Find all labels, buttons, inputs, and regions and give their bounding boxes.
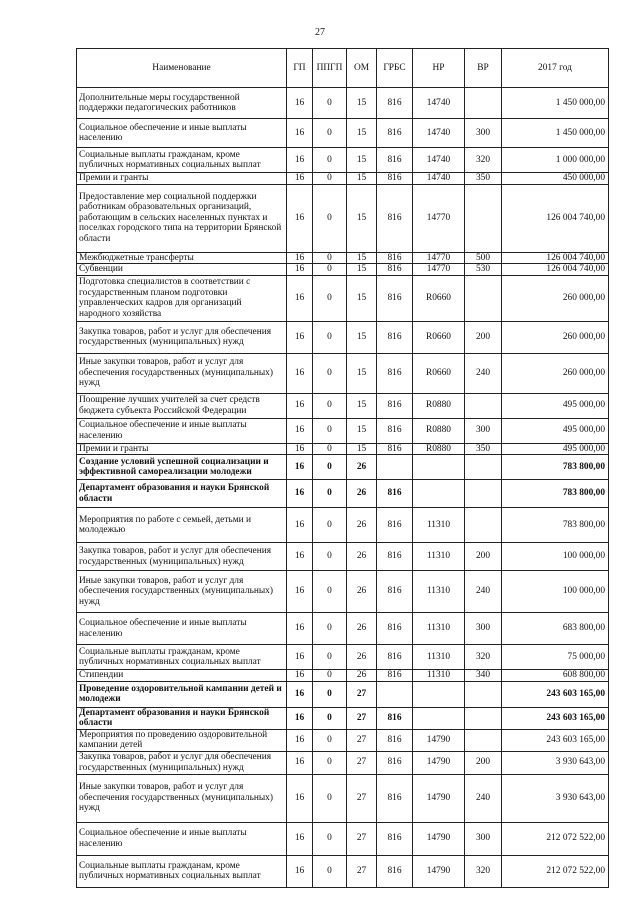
cell-ppgp: 0 xyxy=(313,264,347,276)
cell-name: Мероприятия по проведению оздоровительной кампании детей xyxy=(77,729,287,751)
cell-name: Субвенции xyxy=(77,264,287,276)
cell-om: 15 xyxy=(347,443,377,455)
table-row xyxy=(77,543,609,571)
cell-om: 26 xyxy=(347,455,377,480)
cell-ppgp: 0 xyxy=(313,88,347,119)
cell-om: 15 xyxy=(347,353,377,393)
cell-gp: 16 xyxy=(287,613,313,645)
cell-gp: 16 xyxy=(287,119,313,148)
cell-ppgp: 0 xyxy=(313,822,347,855)
cell-gp: 16 xyxy=(287,681,313,707)
cell-vr: 350 xyxy=(465,173,502,185)
cell-sum: 212 072 522,00 xyxy=(502,822,609,855)
cell-name: Дополнительные меры государственной поддержки педагогических работников xyxy=(77,88,287,119)
cell-gp: 16 xyxy=(287,418,313,443)
cell-gp: 16 xyxy=(287,707,313,729)
cell-nr: 11310 xyxy=(413,645,465,670)
cell-om: 26 xyxy=(347,670,377,682)
cell-om: 26 xyxy=(347,571,377,613)
cell-nr: R0880 xyxy=(413,418,465,443)
cell-name: Предоставление мер социальной поддержки работникам образовательных организаций, работающим в сельских населенных пунктах и поселках городского типа на территории Брянской области xyxy=(77,184,287,252)
cell-ppgp: 0 xyxy=(313,119,347,148)
cell-sum: 3 930 643,00 xyxy=(502,774,609,822)
cell-nr xyxy=(413,707,465,729)
cell-name: Иные закупки товаров, работ и услуг для обеспечения государственных (муниципальных) нужд xyxy=(77,774,287,822)
cell-vr: 320 xyxy=(465,148,502,173)
table-row xyxy=(77,455,609,480)
cell-nr xyxy=(413,455,465,480)
cell-grbs: 816 xyxy=(377,729,413,751)
cell-grbs: 816 xyxy=(377,670,413,682)
cell-grbs: 816 xyxy=(377,252,413,264)
cell-sum: 100 000,00 xyxy=(502,571,609,613)
cell-sum: 608 800,00 xyxy=(502,670,609,682)
cell-nr xyxy=(413,480,465,508)
table-row xyxy=(77,173,609,185)
table-header-row xyxy=(77,49,609,88)
cell-name: Социальные выплаты гражданам, кроме публичных нормативных социальных выплат xyxy=(77,148,287,173)
cell-ppgp: 0 xyxy=(313,480,347,508)
cell-sum: 783 800,00 xyxy=(502,480,609,508)
cell-sum: 75 000,00 xyxy=(502,645,609,670)
cell-sum: 450 000,00 xyxy=(502,173,609,185)
table-row xyxy=(77,264,609,276)
cell-name: Социальные выплаты гражданам, кроме публичных нормативных социальных выплат xyxy=(77,855,287,887)
cell-ppgp: 0 xyxy=(313,729,347,751)
cell-nr: 14790 xyxy=(413,729,465,751)
cell-om: 15 xyxy=(347,173,377,185)
cell-sum: 495 000,00 xyxy=(502,393,609,418)
table-row xyxy=(77,480,609,508)
cell-nr: 14770 xyxy=(413,252,465,264)
cell-vr: 240 xyxy=(465,571,502,613)
cell-grbs: 816 xyxy=(377,393,413,418)
cell-name: Социальное обеспечение и иные выплаты населению xyxy=(77,119,287,148)
cell-sum: 1 450 000,00 xyxy=(502,88,609,119)
cell-gp: 16 xyxy=(287,353,313,393)
cell-ppgp: 0 xyxy=(313,774,347,822)
header-name: Наименование xyxy=(77,49,287,88)
cell-vr: 350 xyxy=(465,443,502,455)
cell-gp: 16 xyxy=(287,148,313,173)
cell-om: 27 xyxy=(347,774,377,822)
cell-nr: 14740 xyxy=(413,119,465,148)
cell-name: Иные закупки товаров, работ и услуг для обеспечения государственных (муниципальных) нужд xyxy=(77,353,287,393)
cell-sum: 260 000,00 xyxy=(502,321,609,353)
cell-nr: R0660 xyxy=(413,321,465,353)
cell-name: Социальное обеспечение и иные выплаты населению xyxy=(77,613,287,645)
cell-name: Иные закупки товаров, работ и услуг для обеспечения государственных (муниципальных) нужд xyxy=(77,571,287,613)
cell-nr: 11310 xyxy=(413,613,465,645)
cell-ppgp: 0 xyxy=(313,543,347,571)
cell-grbs: 816 xyxy=(377,707,413,729)
cell-vr xyxy=(465,393,502,418)
cell-nr: 11310 xyxy=(413,670,465,682)
cell-gp: 16 xyxy=(287,264,313,276)
cell-grbs: 816 xyxy=(377,480,413,508)
cell-name: Социальное обеспечение и иные выплаты населению xyxy=(77,822,287,855)
cell-nr: 14740 xyxy=(413,173,465,185)
cell-vr xyxy=(465,729,502,751)
cell-grbs: 816 xyxy=(377,119,413,148)
cell-ppgp: 0 xyxy=(313,252,347,264)
cell-sum: 783 800,00 xyxy=(502,455,609,480)
cell-ppgp: 0 xyxy=(313,751,347,774)
cell-sum: 212 072 522,00 xyxy=(502,855,609,887)
cell-vr: 300 xyxy=(465,418,502,443)
cell-name: Социальные выплаты гражданам, кроме публичных нормативных социальных выплат xyxy=(77,645,287,670)
cell-sum: 260 000,00 xyxy=(502,275,609,321)
cell-ppgp: 0 xyxy=(313,418,347,443)
table-row xyxy=(77,613,609,645)
cell-name: Закупка товаров, работ и услуг для обеспечения государственных (муниципальных) нужд xyxy=(77,543,287,571)
cell-om: 27 xyxy=(347,681,377,707)
cell-vr xyxy=(465,480,502,508)
cell-grbs: 816 xyxy=(377,751,413,774)
cell-gp: 16 xyxy=(287,321,313,353)
table-row xyxy=(77,148,609,173)
cell-sum: 495 000,00 xyxy=(502,443,609,455)
cell-gp: 16 xyxy=(287,855,313,887)
cell-gp: 16 xyxy=(287,571,313,613)
cell-grbs: 816 xyxy=(377,543,413,571)
cell-name: Стипендии xyxy=(77,670,287,682)
cell-ppgp: 0 xyxy=(313,173,347,185)
cell-sum: 783 800,00 xyxy=(502,508,609,543)
cell-om: 27 xyxy=(347,751,377,774)
cell-grbs xyxy=(377,681,413,707)
cell-name: Подготовка специалистов в соответствии с государственным планом подготовки управленческих кадров для организаций народного хозяйства xyxy=(77,275,287,321)
cell-vr xyxy=(465,275,502,321)
cell-om: 15 xyxy=(347,418,377,443)
cell-sum: 243 603 165,00 xyxy=(502,707,609,729)
table-row xyxy=(77,321,609,353)
table-row xyxy=(77,184,609,252)
cell-ppgp: 0 xyxy=(313,455,347,480)
cell-gp: 16 xyxy=(287,751,313,774)
cell-name: Департамент образования и науки Брянской области xyxy=(77,480,287,508)
cell-om: 27 xyxy=(347,855,377,887)
cell-ppgp: 0 xyxy=(313,148,347,173)
cell-name: Закупка товаров, работ и услуг для обеспечения государственных (муниципальных) нужд xyxy=(77,751,287,774)
table-row xyxy=(77,353,609,393)
cell-ppgp: 0 xyxy=(313,670,347,682)
cell-grbs: 816 xyxy=(377,184,413,252)
cell-vr: 300 xyxy=(465,119,502,148)
cell-sum: 1 450 000,00 xyxy=(502,119,609,148)
cell-vr xyxy=(465,88,502,119)
table-row xyxy=(77,670,609,682)
cell-ppgp: 0 xyxy=(313,353,347,393)
cell-vr: 320 xyxy=(465,855,502,887)
table-row xyxy=(77,275,609,321)
header-ppgp: ППГП xyxy=(313,49,347,88)
cell-grbs: 816 xyxy=(377,822,413,855)
cell-vr: 200 xyxy=(465,751,502,774)
cell-ppgp: 0 xyxy=(313,321,347,353)
cell-nr: 11310 xyxy=(413,571,465,613)
cell-grbs: 816 xyxy=(377,613,413,645)
cell-gp: 16 xyxy=(287,543,313,571)
cell-om: 26 xyxy=(347,613,377,645)
cell-om: 15 xyxy=(347,321,377,353)
table-row xyxy=(77,393,609,418)
cell-om: 26 xyxy=(347,480,377,508)
cell-vr: 320 xyxy=(465,645,502,670)
cell-vr xyxy=(465,681,502,707)
cell-grbs: 816 xyxy=(377,774,413,822)
cell-nr: 14770 xyxy=(413,264,465,276)
cell-om: 15 xyxy=(347,275,377,321)
cell-vr: 200 xyxy=(465,321,502,353)
table-row xyxy=(77,252,609,264)
table-row xyxy=(77,855,609,887)
table-row xyxy=(77,88,609,119)
cell-grbs: 816 xyxy=(377,443,413,455)
cell-sum: 1 000 000,00 xyxy=(502,148,609,173)
cell-om: 15 xyxy=(347,252,377,264)
cell-om: 15 xyxy=(347,119,377,148)
table-row xyxy=(77,774,609,822)
cell-gp: 16 xyxy=(287,480,313,508)
cell-grbs: 816 xyxy=(377,508,413,543)
cell-om: 26 xyxy=(347,543,377,571)
cell-nr: 11310 xyxy=(413,508,465,543)
header-nr: НР xyxy=(413,49,465,88)
cell-vr: 300 xyxy=(465,613,502,645)
cell-name: Межбюджетные трансферты xyxy=(77,252,287,264)
cell-sum: 495 000,00 xyxy=(502,418,609,443)
cell-grbs: 816 xyxy=(377,264,413,276)
header-grbs: ГРБС xyxy=(377,49,413,88)
cell-nr: 14740 xyxy=(413,148,465,173)
cell-gp: 16 xyxy=(287,729,313,751)
cell-sum: 683 800,00 xyxy=(502,613,609,645)
cell-sum: 100 000,00 xyxy=(502,543,609,571)
cell-name: Премии и гранты xyxy=(77,173,287,185)
cell-ppgp: 0 xyxy=(313,275,347,321)
cell-vr: 340 xyxy=(465,670,502,682)
cell-grbs: 816 xyxy=(377,275,413,321)
cell-grbs: 816 xyxy=(377,418,413,443)
cell-ppgp: 0 xyxy=(313,393,347,418)
cell-sum: 243 603 165,00 xyxy=(502,729,609,751)
cell-om: 26 xyxy=(347,645,377,670)
header-year: 2017 год xyxy=(502,49,609,88)
cell-nr: 14790 xyxy=(413,855,465,887)
cell-name: Создание условий успешной социализации и эффективной самореализации молодежи xyxy=(77,455,287,480)
cell-ppgp: 0 xyxy=(313,707,347,729)
table-row xyxy=(77,119,609,148)
cell-om: 15 xyxy=(347,393,377,418)
cell-om: 27 xyxy=(347,729,377,751)
table-row xyxy=(77,443,609,455)
cell-vr: 300 xyxy=(465,822,502,855)
cell-sum: 126 004 740,00 xyxy=(502,264,609,276)
cell-name: Закупка товаров, работ и услуг для обеспечения государственных (муниципальных) нужд xyxy=(77,321,287,353)
cell-gp: 16 xyxy=(287,252,313,264)
cell-nr: 14790 xyxy=(413,751,465,774)
cell-grbs: 816 xyxy=(377,571,413,613)
cell-ppgp: 0 xyxy=(313,443,347,455)
cell-nr: 11310 xyxy=(413,543,465,571)
cell-gp: 16 xyxy=(287,670,313,682)
cell-om: 15 xyxy=(347,148,377,173)
table-row xyxy=(77,822,609,855)
table-row xyxy=(77,707,609,729)
cell-grbs: 816 xyxy=(377,855,413,887)
table-row xyxy=(77,571,609,613)
cell-om: 27 xyxy=(347,822,377,855)
cell-om: 26 xyxy=(347,508,377,543)
cell-nr: R0880 xyxy=(413,443,465,455)
cell-nr: R0660 xyxy=(413,275,465,321)
cell-nr: 14790 xyxy=(413,822,465,855)
table-row xyxy=(77,729,609,751)
cell-gp: 16 xyxy=(287,88,313,119)
cell-ppgp: 0 xyxy=(313,508,347,543)
cell-grbs: 816 xyxy=(377,321,413,353)
table-row xyxy=(77,645,609,670)
cell-name: Департамент образования и науки Брянской области xyxy=(77,707,287,729)
header-vr: ВР xyxy=(465,49,502,88)
cell-vr: 530 xyxy=(465,264,502,276)
cell-om: 27 xyxy=(347,707,377,729)
cell-gp: 16 xyxy=(287,455,313,480)
cell-name: Мероприятия по работе с семьей, детьми и молодежью xyxy=(77,508,287,543)
cell-nr: 14770 xyxy=(413,184,465,252)
cell-nr: R0660 xyxy=(413,353,465,393)
cell-grbs: 816 xyxy=(377,353,413,393)
cell-vr: 200 xyxy=(465,543,502,571)
cell-gp: 16 xyxy=(287,822,313,855)
table-row xyxy=(77,418,609,443)
table-row xyxy=(77,508,609,543)
cell-vr xyxy=(465,707,502,729)
cell-name: Проведение оздоровительной кампании детей и молодежи xyxy=(77,681,287,707)
cell-gp: 16 xyxy=(287,393,313,418)
cell-gp: 16 xyxy=(287,508,313,543)
cell-ppgp: 0 xyxy=(313,681,347,707)
table-row xyxy=(77,751,609,774)
table-row xyxy=(77,681,609,707)
cell-gp: 16 xyxy=(287,184,313,252)
cell-sum: 260 000,00 xyxy=(502,353,609,393)
cell-vr xyxy=(465,184,502,252)
cell-sum: 243 603 165,00 xyxy=(502,681,609,707)
cell-sum: 126 004 740,00 xyxy=(502,184,609,252)
cell-om: 15 xyxy=(347,88,377,119)
cell-ppgp: 0 xyxy=(313,571,347,613)
cell-ppgp: 0 xyxy=(313,645,347,670)
budget-table xyxy=(76,48,609,888)
cell-gp: 16 xyxy=(287,173,313,185)
cell-om: 15 xyxy=(347,184,377,252)
cell-sum: 3 930 643,00 xyxy=(502,751,609,774)
header-om: ОМ xyxy=(347,49,377,88)
cell-name: Поощрение лучших учителей за счет средств бюджета субъекта Российской Федерации xyxy=(77,393,287,418)
cell-vr: 500 xyxy=(465,252,502,264)
cell-om: 15 xyxy=(347,264,377,276)
cell-ppgp: 0 xyxy=(313,184,347,252)
cell-nr: R0880 xyxy=(413,393,465,418)
cell-name: Премии и гранты xyxy=(77,443,287,455)
cell-sum: 126 004 740,00 xyxy=(502,252,609,264)
cell-nr: 14740 xyxy=(413,88,465,119)
cell-vr: 240 xyxy=(465,774,502,822)
cell-vr: 240 xyxy=(465,353,502,393)
cell-gp: 16 xyxy=(287,443,313,455)
cell-grbs: 816 xyxy=(377,88,413,119)
cell-ppgp: 0 xyxy=(313,613,347,645)
cell-vr xyxy=(465,455,502,480)
cell-gp: 16 xyxy=(287,275,313,321)
cell-grbs: 816 xyxy=(377,645,413,670)
cell-name: Социальное обеспечение и иные выплаты населению xyxy=(77,418,287,443)
cell-nr xyxy=(413,681,465,707)
cell-grbs: 816 xyxy=(377,148,413,173)
cell-vr xyxy=(465,508,502,543)
header-gp: ГП xyxy=(287,49,313,88)
cell-nr: 14790 xyxy=(413,774,465,822)
cell-ppgp: 0 xyxy=(313,855,347,887)
cell-gp: 16 xyxy=(287,645,313,670)
cell-grbs: 816 xyxy=(377,173,413,185)
cell-gp: 16 xyxy=(287,774,313,822)
cell-grbs xyxy=(377,455,413,480)
page-number: 27 xyxy=(315,27,325,38)
